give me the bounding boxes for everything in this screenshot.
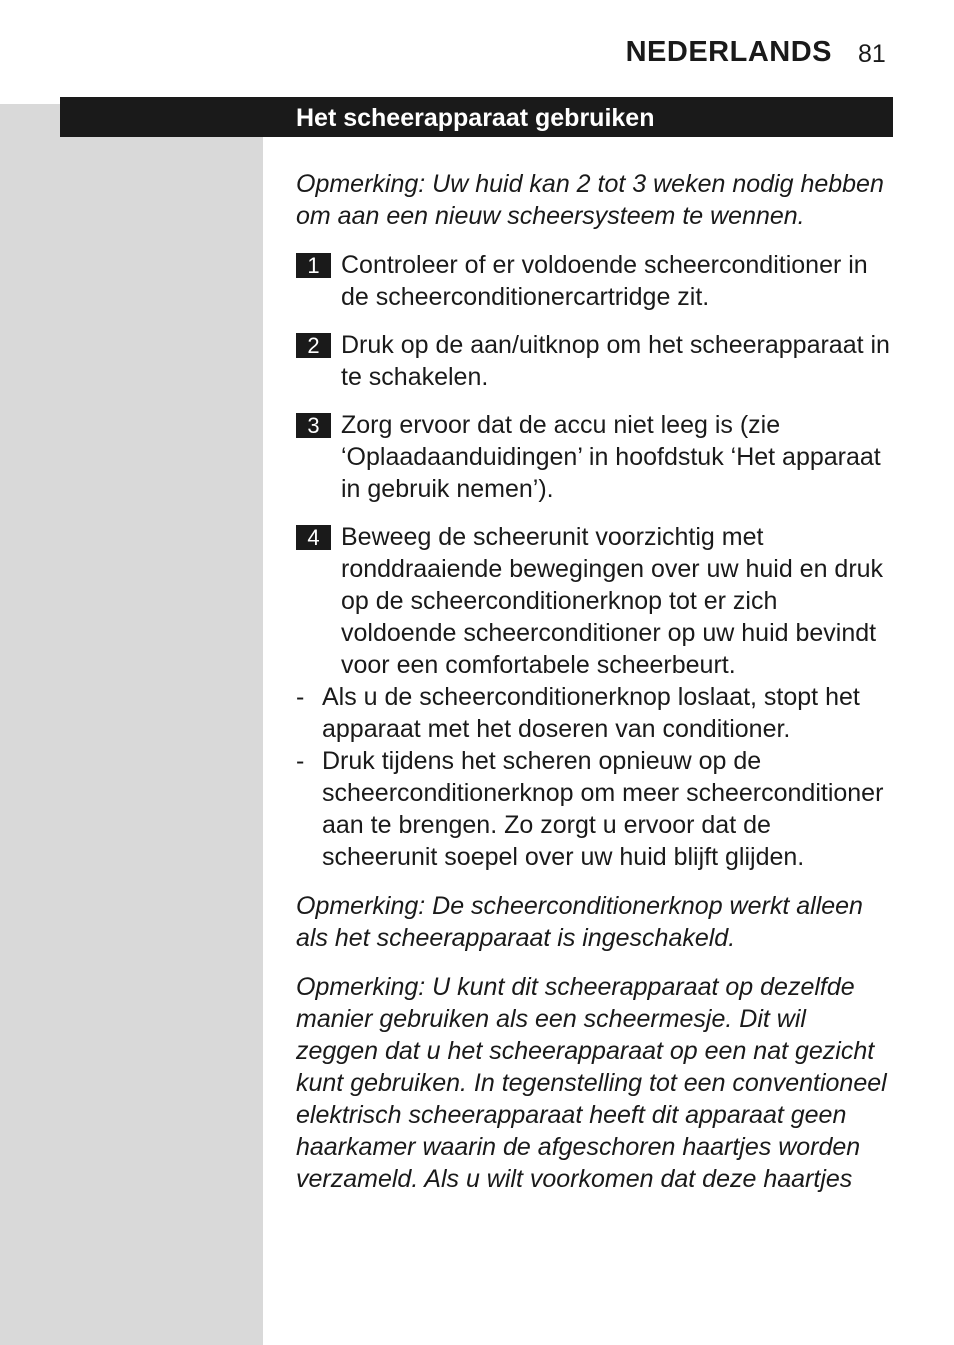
step-number-badge: 3 [296,413,331,438]
step-3 [296,409,890,505]
intro-note: Opmerking: Uw huid kan 2 tot 3 weken nodig hebben om aan een nieuw scheersysteem te wennen. [296,170,884,230]
main-content [296,168,890,1195]
page-number: 81 [858,40,886,68]
button-note: Opmerking: De scheerconditionerknop werkt alleen als het scheerapparaat is ingeschakeld. [296,892,863,952]
step-text: Druk op de aan/uitknop om het scheerapparaat in te schakelen. [341,331,890,391]
list-item-text: Druk tijdens het scheren opnieuw op de scheerconditionerknop om meer scheerconditioner aan te brengen. Zo zorgt u ervoor dat de scheerunit soepel over uw huid blijft glijden. [322,747,884,871]
step-4-sublist [296,681,890,873]
dash-marker: - [296,683,305,711]
step-text: Zorg ervoor dat de accu niet leeg is (zie ‘Oplaadaanduidingen’ in hoofdstuk ‘Het apparaat in gebruik nemen’). [341,411,881,503]
dash-marker: - [296,747,305,775]
list-item [296,745,890,873]
language-header: NEDERLANDS [625,36,832,68]
page-margin-band [0,104,263,1345]
list-item-text: Als u de scheerconditionerknop loslaat, stopt het apparaat met het doseren van conditioner. [322,683,860,743]
section-title: Het scheerapparaat gebruiken [296,104,655,132]
step-4 [296,521,890,681]
step-text: Controleer of er voldoende scheerconditioner in de scheerconditionercartridge zit. [341,251,868,311]
step-number-badge: 2 [296,333,331,358]
wet-shave-note: Opmerking: U kunt dit scheerapparaat op dezelfde manier gebruiken als een scheermesje. Dit wil zeggen dat u het scheerapparaat op een nat gezicht kunt gebruiken. In tegenstelling tot een conventioneel elektrisch scheerapparaat heeft dit apparaat geen haarkamer waarin de afgeschoren haartjes worden verzameld. Als u wilt voorkomen dat deze haartjes [296,973,887,1193]
step-number-badge: 1 [296,253,331,278]
list-item [296,681,890,745]
section-header-bar [60,97,893,137]
step-2 [296,329,890,393]
step-text: Beweeg de scheerunit voorzichtig met ronddraaiende bewegingen over uw huid en druk op de scheerconditionerknop tot er zich voldoende scheerconditioner op uw huid bevindt voor een comfortabele scheerbeurt. [341,523,884,679]
step-1 [296,249,890,313]
step-number-badge: 4 [296,525,331,550]
